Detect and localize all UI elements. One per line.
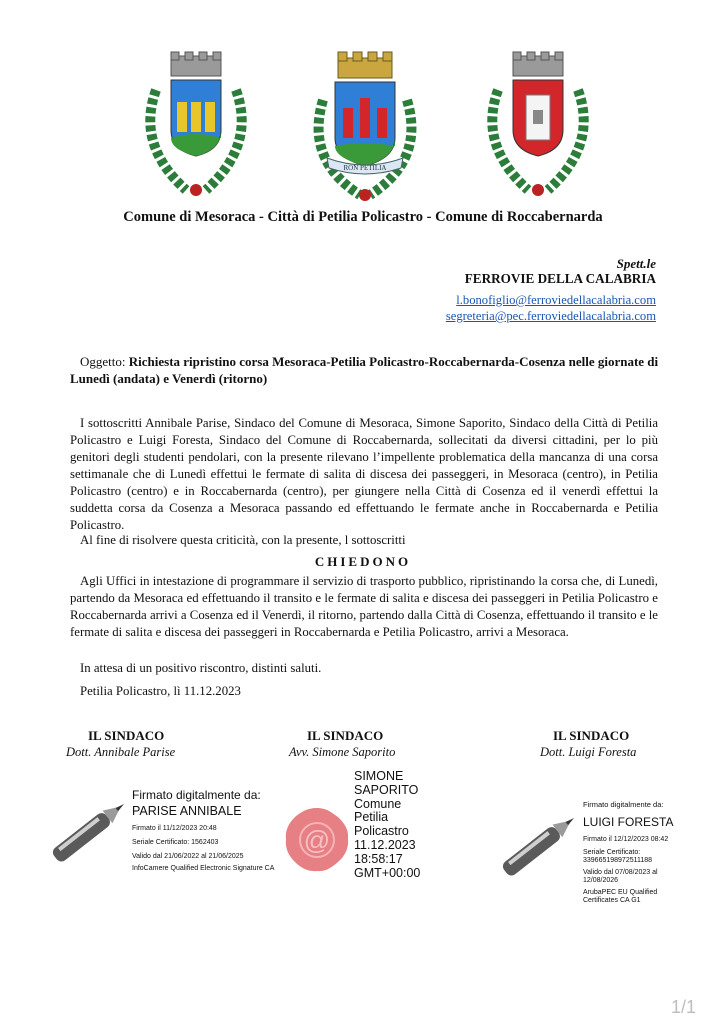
sindaco-name-1: Dott. Annibale Parise <box>66 745 176 759</box>
body-paragraph-3: Agli Uffici in intestazione di programmare il servizio di trasporto pubblico, ripristinando la corsa che, di Lunedì, partendo da Mesoraca ed effettuando il transito e le fermate di salita e discesa dei passeggeri in Petilia Policastro e Roccabernarda arrivi a Cosenza ed il Venerdì, il ritorno, partendo dalla Città di Cosenza, effettuando il transito e le fermate di salita e discesa dei passeggeri in Roccabernarda e Petilia Policastro, arrivi a Mesoraca. <box>70 574 658 639</box>
dsig-validity: Valido dal 07/08/2023 al 12/08/2026 <box>583 869 658 884</box>
dsig-serial: 33966519897251118​8 <box>583 857 653 864</box>
dsig-line: SAPORITO <box>354 782 419 797</box>
dsig-line: Policastro <box>354 824 409 839</box>
digital-signature-parise <box>132 788 292 873</box>
sindaco-title-3: IL SINDACO <box>553 728 630 743</box>
dsig-issuer: ArubaPEC EU Qualified Certificates CA G1 <box>583 889 658 904</box>
subject-text: Richiesta ripristino corsa Mesoraca-Petilia Policastro-Roccabernarda-Cosenza nelle giornate di Lunedì (andata) e Venerdì (ritorno) <box>70 354 659 386</box>
dsig-issuer: InfoCamere Qualified Electronic Signature CA <box>132 865 275 872</box>
email-link-segreteria[interactable]: segreteria@pec.ferroviedellacalabria.com <box>445 309 656 323</box>
dsig-line: Comune <box>354 796 402 811</box>
svg-text:@: @ <box>303 825 331 855</box>
municipalities-title: Comune di Mesoraca - Città di Petilia Policastro - Comune di Roccabernarda <box>123 209 603 225</box>
salutation: Spett.le <box>616 256 656 271</box>
body-paragraph-1: I sottoscritti Annibale Parise, Sindaco del Comune di Mesoraca, Simone Saporito, Sindaco della Città di Petilia Policastro e Luigi Foresta, Sindaco del Comune di Roccabernarda, sollecitati da diversi cittadini, per lo più genitori degli studenti pendolari, con la presente rilevano l’impellente problematica della mancanza di una corsa settimanale che di Lunedì effettui le fermate di salita di discesa dei passeggeri, in Mesoraca (centro), in Petilia Policastro (centro) e in Roccabernarda (centro), per giungere nella Città di Cosenza ed il venerdì effettui la suddetta corsa da Cosenza a Mesoraca passando ed effettuando le fermate anche in Roccabernarda e Petilia Policastro. <box>70 416 658 532</box>
dsig-header: Firmato digitalmente da: <box>583 800 664 809</box>
dsig-serial: Seriale Certificato: 1562403 <box>132 839 219 846</box>
crest-motto: RON PETILIA <box>343 164 387 172</box>
place-date: Petilia Policastro, lì 11.12.2023 <box>80 684 241 698</box>
pen-icon <box>486 804 586 894</box>
page-indicator: 1/1 <box>670 997 696 1017</box>
mesoraca-crest <box>136 50 256 202</box>
dsig-line: 18:58:17 <box>354 851 403 866</box>
subject-block <box>70 353 660 387</box>
dsig-signed-on: Firmato il 11/12/2023 20:48 <box>132 825 217 832</box>
sindaco-name-2: Avv. Simone Saporito <box>289 745 396 759</box>
roccabernarda-crest <box>478 50 598 202</box>
request-heading: CHIEDONO <box>314 554 412 569</box>
closing-line: In attesa di un positivo riscontro, distinti saluti. <box>80 661 322 675</box>
digital-signature-foresta <box>583 800 693 905</box>
sindaco-title-1: IL SINDACO <box>88 728 165 743</box>
dsig-signed-on: Firmato il 12/12/2023 08:42 <box>583 836 669 843</box>
subject-label: Oggetto: <box>80 354 129 369</box>
dsig-signer: PARISE ANNIBALE <box>132 804 242 818</box>
dsig-line: SIMONE <box>354 769 404 783</box>
pen-icon <box>36 790 136 880</box>
body-paragraph-2: Al fine di risolvere questa criticità, con la presente, l sottoscritti <box>80 533 406 547</box>
dsig-validity: Valido dal 21/06/2022 al 21/06/2025 <box>132 853 244 860</box>
digital-signature-saporito <box>354 770 420 880</box>
dsig-header: Firmato digitalmente da: <box>132 788 261 802</box>
dsig-line: Petilia <box>354 810 389 825</box>
dsig-signer: LUIGI FORESTA <box>583 815 674 829</box>
dsig-serial-label: Seriale Certificato: <box>583 849 641 856</box>
email-link-bonofiglio[interactable]: l.bonofiglio@ferroviedellacalabria.com <box>456 293 656 307</box>
dsig-line: GMT+00:00 <box>354 865 421 880</box>
sindaco-title-2: IL SINDACO <box>307 728 384 743</box>
dsig-line: 11.12.2023 <box>354 837 416 852</box>
recipient-name: FERROVIE DELLA CALABRIA <box>464 271 656 286</box>
sindaco-name-3: Dott. Luigi Foresta <box>540 745 637 759</box>
wax-seal-icon <box>282 805 352 875</box>
petilia-policastro-crest <box>305 50 425 202</box>
